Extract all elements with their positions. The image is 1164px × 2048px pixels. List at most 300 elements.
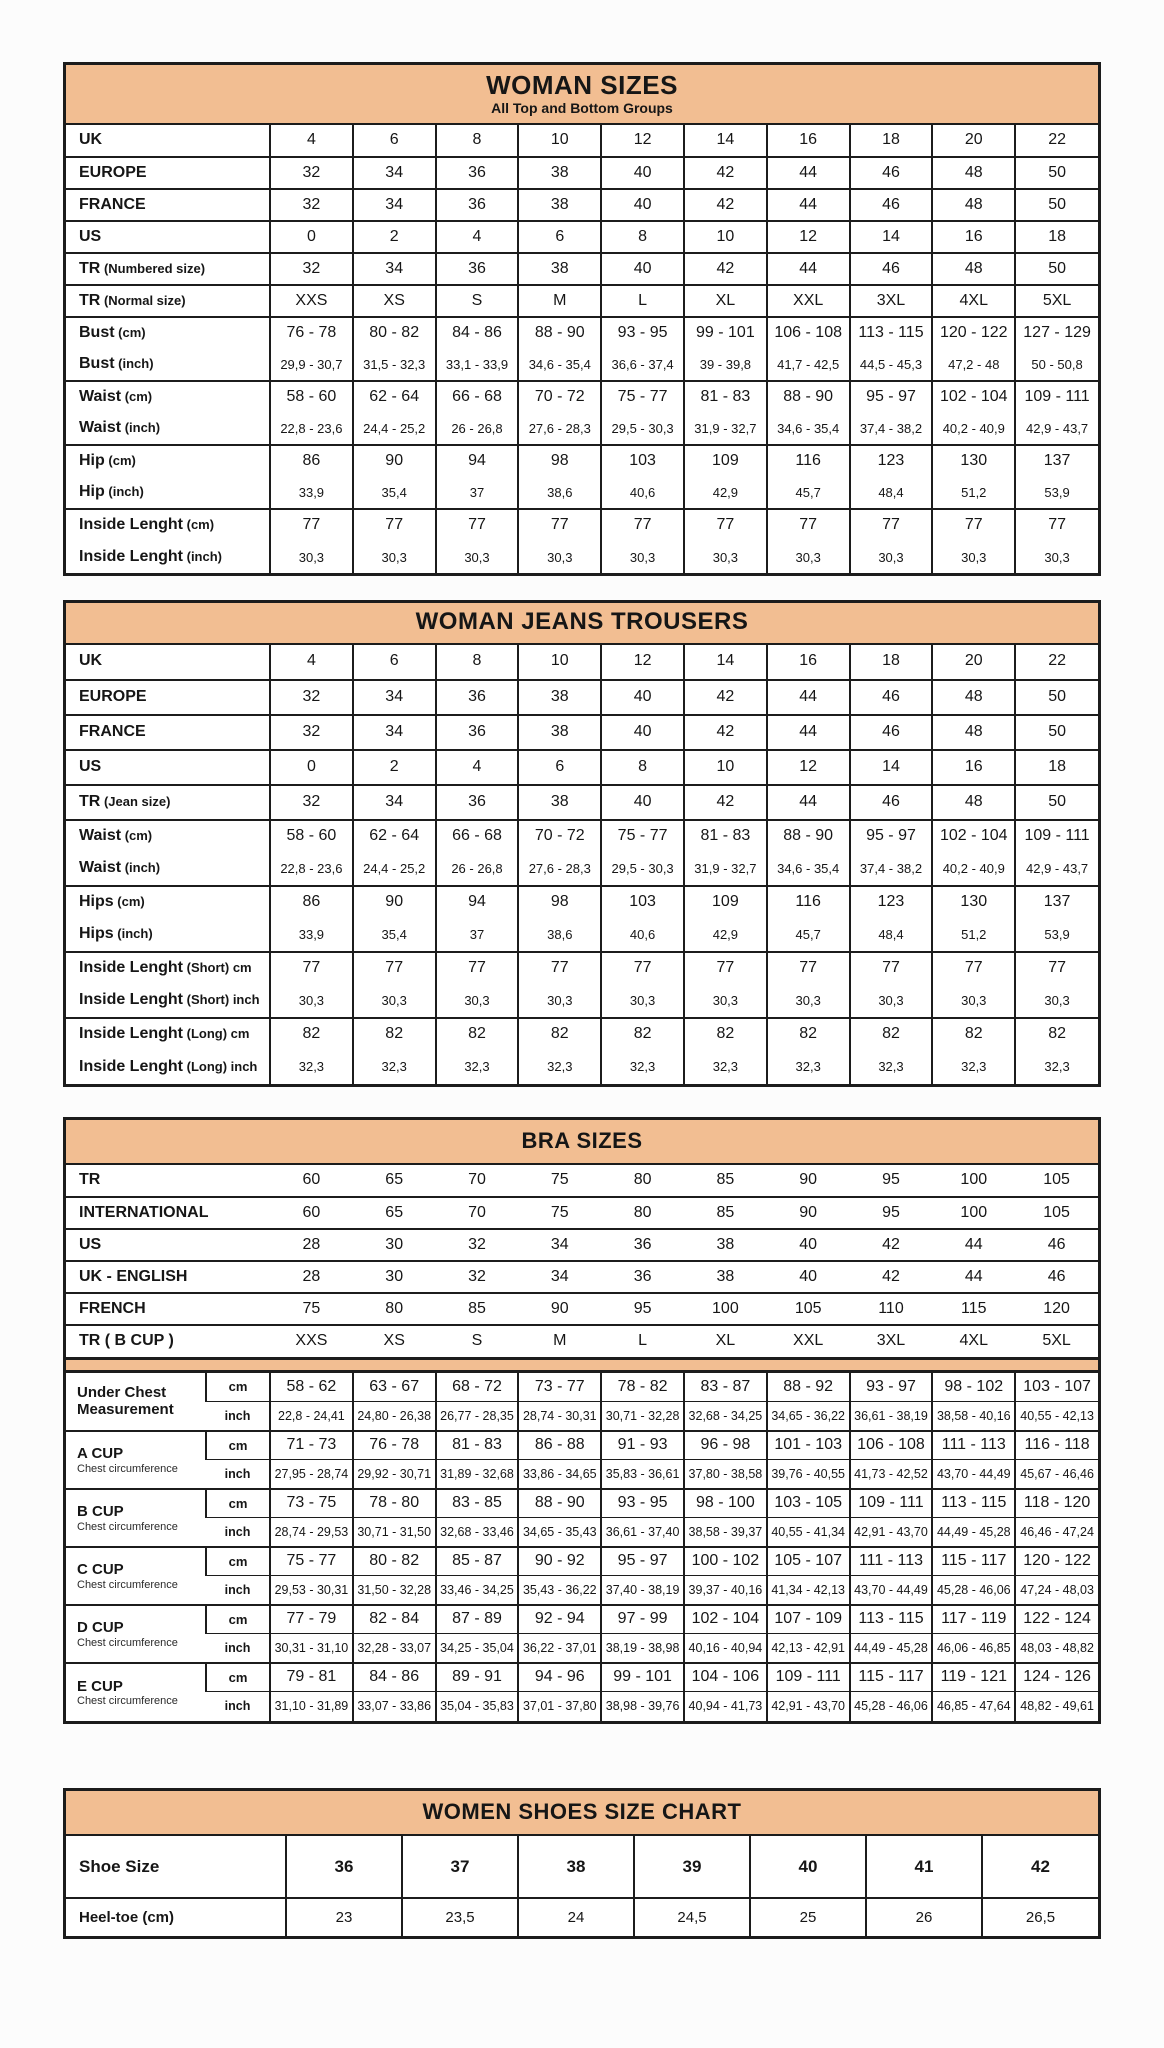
value-cell: 0 (270, 750, 353, 785)
value-cell: 77 (684, 509, 767, 541)
row-label: Inside Lenght (Long) cm (66, 1018, 270, 1051)
cup-group-label (66, 1489, 206, 1547)
value-cell: 38 (684, 1261, 767, 1293)
value-cell: 14 (850, 750, 933, 785)
table-row (66, 985, 1098, 1018)
value-cell: 50 - 50,8 (1015, 349, 1098, 381)
value-cell: 40,6 (601, 919, 684, 952)
value-cell: 30,3 (767, 985, 850, 1018)
value-cell: 113 - 115 (850, 1605, 933, 1634)
value-cell: 32,68 - 33,46 (436, 1518, 519, 1547)
value-cell: 94 (436, 886, 519, 919)
value-cell: 95 - 97 (850, 381, 933, 413)
value-cell: 38 (518, 715, 601, 750)
value-cell: 95 (882, 1171, 900, 1189)
value-cell: 116 (767, 886, 850, 919)
value-cell: 48,03 - 48,82 (1015, 1634, 1098, 1663)
row-label-note: (cm) (114, 325, 146, 341)
row-label-note: (cm) (104, 453, 136, 469)
bra-sizes-title: BRA SIZES (521, 1127, 643, 1153)
value-cell: 42,91 - 43,70 (767, 1692, 850, 1721)
row-label-note: (Long) inch (183, 1058, 258, 1074)
value-cell: 40 (767, 1229, 850, 1261)
value-cell: 50 (1015, 715, 1098, 750)
row-label-note: (inch) (114, 356, 154, 372)
row-label: Inside Lenght (Short) inch (79, 991, 260, 1009)
value-cell: 28,74 - 29,53 (270, 1518, 353, 1547)
value-cell: 77 (518, 509, 601, 541)
row-label: FRENCH (66, 1293, 270, 1325)
value-cell: 77 (850, 952, 933, 985)
value-cell: 119 - 121 (932, 1663, 1015, 1692)
value-cell: 80 - 82 (353, 317, 436, 349)
value-cell: 105 (767, 1293, 850, 1325)
value-cell: 40 (601, 785, 684, 820)
value-cell: 123 (850, 886, 933, 919)
value-cell: 35,04 - 35,83 (436, 1692, 519, 1721)
value-cell: 77 (518, 952, 601, 985)
cup-cm-row (66, 1373, 1098, 1402)
row-label: Waist (inch) (79, 859, 161, 877)
value-cell: 77 (601, 952, 684, 985)
bra-band-grid (66, 1165, 1098, 1357)
table-row (66, 1261, 1098, 1293)
value-cell: 77 (436, 952, 519, 985)
row-label: UK (79, 652, 103, 670)
value-cell: 41 (866, 1836, 982, 1898)
value-cell: 30,31 - 31,10 (270, 1634, 353, 1663)
value-cell: 95 (601, 1293, 684, 1325)
value-cell: 5XL (1015, 1325, 1098, 1357)
row-label: Waist (cm) (66, 820, 270, 853)
value-cell: 82 (684, 1018, 767, 1051)
value-cell: 40,94 - 41,73 (684, 1692, 767, 1721)
value-cell: 88 - 92 (767, 1373, 850, 1402)
value-cell: 78 - 80 (353, 1489, 436, 1518)
value-cell: 42 (850, 1229, 933, 1261)
value-cell: 94 (436, 445, 519, 477)
table-row (66, 349, 1098, 381)
table-row (66, 317, 1098, 349)
value-cell: 110 (850, 1293, 933, 1325)
value-cell: 44 (767, 253, 850, 285)
table-row (66, 1018, 1098, 1051)
woman-sizes-subtitle: All Top and Bottom Groups (491, 99, 673, 116)
value-cell: 111 - 113 (932, 1431, 1015, 1460)
value-cell: 81 - 83 (684, 820, 767, 853)
value-cell: 41,73 - 42,52 (850, 1460, 933, 1489)
value-cell: 46 (850, 785, 933, 820)
value-cell: 36 (436, 680, 519, 715)
table-row (66, 189, 1098, 221)
value-cell: 32,3 (270, 1051, 353, 1084)
value-cell: 36 (436, 715, 519, 750)
value-cell: 44 (767, 715, 850, 750)
value-cell: 39,37 - 40,16 (684, 1576, 767, 1605)
value-cell: 103 (601, 445, 684, 477)
value-cell: 48 (932, 157, 1015, 189)
table-row (66, 715, 1098, 750)
value-cell: 86 - 88 (518, 1431, 601, 1460)
row-label: Hips (inch) (79, 925, 153, 943)
value-cell: 31,10 - 31,89 (270, 1692, 353, 1721)
value-cell: 33,46 - 34,25 (436, 1576, 519, 1605)
row-label-note: (inch) (183, 548, 222, 564)
cup-inch-row (66, 1634, 1098, 1663)
value-cell: 44 (932, 1261, 1015, 1293)
value-cell: 53,9 (1015, 477, 1098, 509)
value-cell: 29,9 - 30,7 (270, 349, 353, 381)
value-cell: 40 (601, 253, 684, 285)
value-cell: 42 (684, 785, 767, 820)
cup-cm-row (66, 1547, 1098, 1576)
value-cell: 58 - 62 (270, 1373, 353, 1402)
value-cell: 96 - 98 (684, 1431, 767, 1460)
value-cell: 38 (518, 157, 601, 189)
value-cell: 42,13 - 42,91 (767, 1634, 850, 1663)
value-cell: 23 (286, 1898, 402, 1936)
value-cell: 105 (1015, 1197, 1098, 1229)
value-cell: 32,3 (518, 1051, 601, 1084)
unit-label: cm (206, 1431, 270, 1460)
value-cell: 84 - 86 (436, 317, 519, 349)
value-cell: 42 (684, 189, 767, 221)
value-cell: 30,3 (932, 985, 1015, 1018)
value-cell: XXS (270, 1325, 353, 1357)
value-cell: 10 (684, 221, 767, 253)
value-cell: 42 (684, 680, 767, 715)
value-cell: 50 (1015, 785, 1098, 820)
cup-group-label (66, 1547, 206, 1605)
value-cell: 20 (932, 645, 1015, 680)
value-cell: 38 (518, 680, 601, 715)
value-cell: XS (353, 1325, 436, 1357)
row-label: UK - ENGLISH (66, 1261, 270, 1293)
row-label-note: (cm) (121, 828, 153, 844)
shoes-header (66, 1791, 1098, 1836)
cup-inch-row (66, 1692, 1098, 1721)
value-cell: 44,5 - 45,3 (850, 349, 933, 381)
unit-label: inch (206, 1576, 270, 1605)
cup-inch-row (66, 1518, 1098, 1547)
value-cell: 80 (633, 1171, 652, 1189)
value-cell: 27,95 - 28,74 (270, 1460, 353, 1489)
value-cell: 48 (932, 680, 1015, 715)
value-cell: 50 (1015, 157, 1098, 189)
value-cell: 123 (850, 445, 933, 477)
value-cell: 66 - 68 (436, 820, 519, 853)
value-cell: 16 (932, 750, 1015, 785)
table-row (66, 853, 1098, 886)
cup-name: B CUP (77, 1503, 124, 1521)
row-label-note: (Short) inch (183, 992, 260, 1008)
value-cell: 102 - 104 (932, 820, 1015, 853)
value-cell: 98 - 100 (684, 1489, 767, 1518)
table-row (66, 253, 1098, 285)
value-cell: 38 (684, 1229, 767, 1261)
value-cell: 109 (684, 886, 767, 919)
value-cell: 32,3 (767, 1051, 850, 1084)
value-cell: 4XL (932, 285, 1015, 317)
value-cell: 12 (767, 221, 850, 253)
value-cell: 3XL (850, 1325, 933, 1357)
divider-strip (66, 1357, 1098, 1373)
value-cell: 40,2 - 40,9 (932, 413, 1015, 445)
cup-sublabel: Chest circumference (77, 1578, 178, 1591)
value-cell: 81 - 83 (684, 381, 767, 413)
value-cell: 102 - 104 (932, 381, 1015, 413)
value-cell: 38,6 (518, 477, 601, 509)
table-row (66, 1836, 1098, 1898)
value-cell: 84 - 86 (353, 1663, 436, 1692)
value-cell: 87 - 89 (436, 1605, 519, 1634)
value-cell: 43,70 - 44,49 (932, 1460, 1015, 1489)
cup-name: A CUP (77, 1445, 124, 1463)
value-cell: 77 - 79 (270, 1605, 353, 1634)
value-cell: 24,4 - 25,2 (353, 853, 436, 886)
value-cell: 29,53 - 30,31 (270, 1576, 353, 1605)
woman-sizes-table (63, 62, 1101, 576)
value-cell: 30,3 (850, 541, 933, 573)
value-cell: 60 (270, 1197, 353, 1229)
value-cell: 24,80 - 26,38 (353, 1402, 436, 1431)
value-cell: 90 (353, 886, 436, 919)
bra-sizes-table (63, 1117, 1101, 1724)
row-label-note: (Jean size) (100, 793, 171, 809)
cup-cm-row (66, 1663, 1098, 1692)
value-cell: 75 - 77 (601, 381, 684, 413)
value-cell: 30,3 (684, 985, 767, 1018)
row-label-note: (Long) cm (183, 1026, 250, 1042)
value-cell: 34,65 - 36,22 (767, 1402, 850, 1431)
value-cell: 50 (1015, 253, 1098, 285)
value-cell: 25 (750, 1898, 866, 1936)
woman-jeans-trousers-table (63, 600, 1101, 1086)
value-cell: 70 (436, 1197, 519, 1229)
value-cell: 98 (518, 886, 601, 919)
value-cell: 100 (960, 1171, 988, 1189)
value-cell: 48 (932, 253, 1015, 285)
cup-group-label (66, 1373, 206, 1431)
value-cell: 29,5 - 30,3 (601, 853, 684, 886)
value-cell: 48 (932, 715, 1015, 750)
woman-sizes-grid (66, 125, 1098, 573)
value-cell: 32,3 (353, 1051, 436, 1084)
value-cell: 105 - 107 (767, 1547, 850, 1576)
value-cell: 30,3 (684, 541, 767, 573)
value-cell: 30,3 (767, 541, 850, 573)
value-cell: 75 (270, 1293, 353, 1325)
value-cell: 77 (932, 509, 1015, 541)
value-cell: 35,4 (353, 919, 436, 952)
value-cell: 16 (932, 221, 1015, 253)
value-cell: 36 (286, 1836, 402, 1898)
row-label-note: (Numbered size) (100, 260, 206, 276)
value-cell: 118 - 120 (1015, 1489, 1098, 1518)
value-cell: 130 (932, 886, 1015, 919)
row-label: US (66, 750, 270, 785)
value-cell: 33,9 (270, 477, 353, 509)
value-cell: 105 (1043, 1171, 1070, 1189)
unit-label: inch (206, 1402, 270, 1431)
value-cell: 78 - 82 (601, 1373, 684, 1402)
unit-label: inch (206, 1518, 270, 1547)
value-cell: 32 (270, 189, 353, 221)
table-row (66, 645, 1098, 680)
row-label-note: (cm) (183, 517, 215, 533)
value-cell: 76 - 78 (353, 1431, 436, 1460)
value-cell: 82 (270, 1018, 353, 1051)
value-cell: 32,28 - 33,07 (353, 1634, 436, 1663)
value-cell: 18 (850, 125, 933, 157)
value-cell: 26,77 - 28,35 (436, 1402, 519, 1431)
table-row (66, 541, 1098, 573)
value-cell: 46,46 - 47,24 (1015, 1518, 1098, 1547)
value-cell: 26 - 26,8 (436, 413, 519, 445)
row-label-note: (cm) (121, 389, 153, 405)
value-cell: 28 (270, 1261, 353, 1293)
cup-group-label (66, 1663, 206, 1721)
value-cell: 82 (436, 1018, 519, 1051)
value-cell: 58 - 60 (270, 381, 353, 413)
value-cell: 109 - 111 (767, 1663, 850, 1692)
value-cell: L (601, 285, 684, 317)
value-cell: 42,91 - 43,70 (850, 1518, 933, 1547)
value-cell: 12 (601, 645, 684, 680)
cup-inch-row (66, 1402, 1098, 1431)
row-label: US (66, 1229, 270, 1261)
value-cell: 8 (601, 750, 684, 785)
unit-label: inch (206, 1634, 270, 1663)
value-cell: 77 (270, 509, 353, 541)
value-cell: 82 (353, 1018, 436, 1051)
row-label: Bust (cm) (66, 317, 270, 349)
value-cell: 12 (601, 125, 684, 157)
value-cell: 30,3 (436, 541, 519, 573)
row-label: Hips (cm) (66, 886, 270, 919)
value-cell: 88 - 90 (767, 381, 850, 413)
value-cell: 98 (518, 445, 601, 477)
value-cell: 8 (601, 221, 684, 253)
value-cell: 36 (436, 157, 519, 189)
value-cell: 103 - 107 (1015, 1373, 1098, 1402)
cup-name: C CUP (77, 1561, 124, 1579)
value-cell: 23,5 (402, 1898, 518, 1936)
value-cell: S (436, 285, 519, 317)
value-cell: 46 (1015, 1229, 1098, 1261)
row-label: TR ( B CUP ) (66, 1325, 270, 1357)
value-cell: 30,71 - 32,28 (601, 1402, 684, 1431)
value-cell: 90 - 92 (518, 1547, 601, 1576)
value-cell: 27,6 - 28,3 (518, 413, 601, 445)
value-cell: 47,24 - 48,03 (1015, 1576, 1098, 1605)
value-cell: 137 (1015, 886, 1098, 919)
woman-jeans-grid (66, 645, 1098, 1084)
value-cell: 65 (353, 1197, 436, 1229)
table-row (66, 1229, 1098, 1261)
value-cell: 137 (1015, 445, 1098, 477)
table-row (66, 445, 1098, 477)
value-cell: 45,7 (767, 477, 850, 509)
value-cell: 88 - 90 (518, 1489, 601, 1518)
value-cell: 94 - 96 (518, 1663, 601, 1692)
value-cell: 10 (518, 125, 601, 157)
value-cell: 10 (518, 645, 601, 680)
value-cell: 109 - 111 (1015, 820, 1098, 853)
table-row (66, 820, 1098, 853)
value-cell: 88 - 90 (767, 820, 850, 853)
value-cell: 40 (601, 189, 684, 221)
row-label: Hip (inch) (79, 483, 144, 501)
value-cell: 22,8 - 24,41 (270, 1402, 353, 1431)
value-cell: 38 (518, 189, 601, 221)
value-cell: 68 - 72 (436, 1373, 519, 1402)
value-cell: 85 (684, 1197, 767, 1229)
value-cell: 4 (436, 750, 519, 785)
value-cell: 6 (353, 125, 436, 157)
value-cell: 115 - 117 (850, 1663, 933, 1692)
value-cell: 32,3 (436, 1051, 519, 1084)
value-cell: 37 (436, 919, 519, 952)
value-cell: 16 (767, 645, 850, 680)
value-cell: 45,28 - 46,06 (932, 1576, 1015, 1605)
row-label: TR (Jean size) (66, 785, 270, 820)
value-cell: 24,4 - 25,2 (353, 413, 436, 445)
value-cell: 82 (767, 1018, 850, 1051)
value-cell: 30,3 (601, 985, 684, 1018)
shoes-title: WOMEN SHOES SIZE CHART (422, 1798, 742, 1824)
value-cell: 48,4 (850, 919, 933, 952)
value-cell: 24,5 (634, 1898, 750, 1936)
value-cell: 20 (932, 125, 1015, 157)
value-cell: 30,3 (1015, 541, 1098, 573)
table-row (66, 221, 1098, 253)
value-cell: 47,2 - 48 (932, 349, 1015, 381)
value-cell: 18 (1015, 221, 1098, 253)
value-cell: 77 (850, 509, 933, 541)
value-cell: 40,55 - 41,34 (767, 1518, 850, 1547)
value-cell: 42 (684, 715, 767, 750)
value-cell: 39 (634, 1836, 750, 1898)
value-cell: 93 - 95 (601, 1489, 684, 1518)
value-cell: 109 - 111 (850, 1489, 933, 1518)
value-cell: 86 (270, 445, 353, 477)
value-cell: 30,3 (353, 541, 436, 573)
table-row (66, 509, 1098, 541)
table-row (66, 1293, 1098, 1325)
value-cell: 39 - 39,8 (684, 349, 767, 381)
value-cell: 30,3 (353, 985, 436, 1018)
value-cell: 32 (436, 1261, 519, 1293)
value-cell: 30,71 - 31,50 (353, 1518, 436, 1547)
value-cell: 6 (518, 750, 601, 785)
value-cell: 77 (1015, 509, 1098, 541)
value-cell: 41,34 - 42,13 (767, 1576, 850, 1605)
value-cell: 37,4 - 38,2 (850, 853, 933, 886)
cup-inch-row (66, 1576, 1098, 1605)
value-cell: 109 - 111 (1015, 381, 1098, 413)
value-cell: 36 (436, 189, 519, 221)
value-cell: 30,3 (270, 985, 353, 1018)
value-cell: 14 (684, 125, 767, 157)
value-cell: M (518, 1325, 601, 1357)
value-cell: 34,25 - 35,04 (436, 1634, 519, 1663)
value-cell: 90 (799, 1171, 818, 1189)
value-cell: 88 - 90 (518, 317, 601, 349)
value-cell: 58 - 60 (270, 820, 353, 853)
value-cell: 18 (1015, 750, 1098, 785)
value-cell: 82 (601, 1018, 684, 1051)
